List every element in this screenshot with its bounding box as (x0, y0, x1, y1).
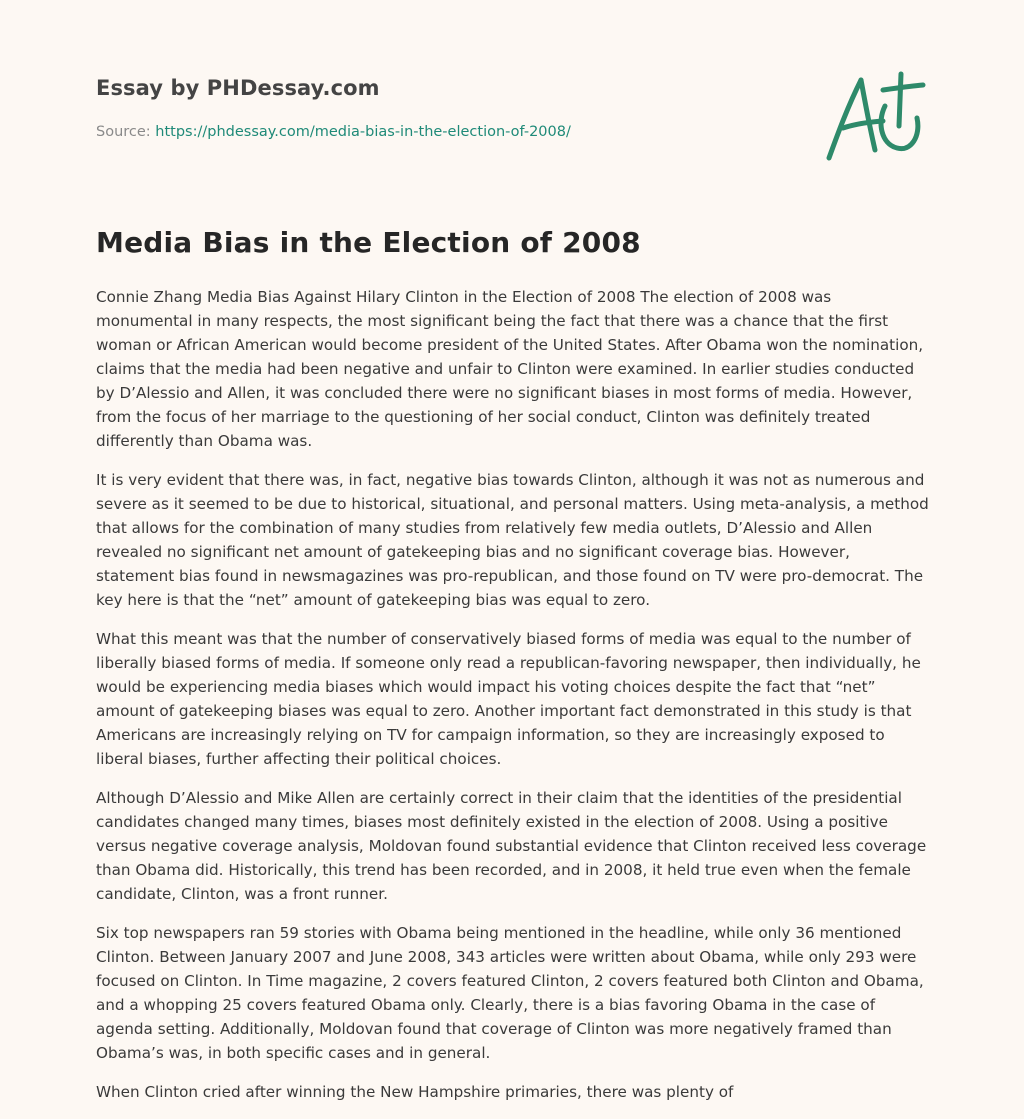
source-label: Source: (96, 124, 156, 140)
essay-title: Media Bias in the Election of 2008 (96, 226, 641, 259)
a-plus-logo-icon (821, 66, 931, 166)
essay-paragraph: It is very evident that there was, in fact, negative bias towards Clinton, although it was not as numerous and severe as it seemed to be due to historical, situational, and personal matters. Using meta-analysis, a method that allows for the combination of many studies from relatively few media outlets, D’Alessio and Allen revealed no significant net amount of gatekeeping bias and no significant coverage bias. However, statement bias found in newsmagazines was pro-republican, and those found on TV were pro-democrat. The key here is that the “net” amount of gatekeeping bias was equal to zero. (96, 471, 929, 609)
essay-body (96, 285, 932, 1119)
essay-paragraph: Six top newspapers ran 59 stories with Obama being mentioned in the headline, while only 36 mentioned Clinton. Between January 2007 and June 2008, 343 articles were written about Obama, while only 293 were focused on Clinton. In Time magazine, 2 covers featured Clinton, 2 covers featured both Clinton and Obama, and a whopping 25 covers featured Obama only. Clearly, there is a bias favoring Obama in the case of agenda setting. Additionally, Moldovan found that coverage of Clinton was more negatively framed than Obama’s was, in both specific cases and in general. (96, 924, 924, 1062)
essay-paragraph: When Clinton cried after winning the New Hampshire primaries, there was plenty of (96, 1083, 734, 1101)
essay-paragraph: Although D’Alessio and Mike Allen are certainly correct in their claim that the identities of the presidential candidates changed many times, biases most definitely existed in the election of 2008. Using a positive versus negative coverage analysis, Moldovan found substantial evidence that Clinton received less coverage than Obama did. Historically, this trend has been recorded, and in 2008, it held true even when the female candidate, Clinton, was a front runner. (96, 789, 927, 903)
essay-paragraph: What this meant was that the number of conservatively biased forms of media was equal to the number of liberally biased forms of media. If someone only read a republican-favoring newspaper, then individually, he would be experiencing media biases which would impact his voting choices despite the fact that “net” amount of gatekeeping biases was equal to zero. Another important fact demonstrated in this study is that Americans are increasingly relying on TV for campaign information, so they are increasingly exposed to liberal biases, further affecting their political choices. (96, 630, 921, 768)
source-link[interactable]: https://phdessay.com/media-bias-in-the-election-of-2008/ (155, 124, 571, 140)
source-line (96, 124, 571, 140)
essay-page (96, 0, 929, 1101)
site-title: Essay by PHDessay.com (96, 76, 380, 100)
page-header (96, 0, 928, 200)
essay-paragraph: Connie Zhang Media Bias Against Hilary Clinton in the Election of 2008 The election of 2008 was monumental in many respects, the most significant being the fact that there was a chance that the first woman or African American would become president of the United States. After Obama won the nomination, claims that the media had been negative and unfair to Clinton were examined. In earlier studies conducted by D’Alessio and Allen, it was concluded there were no significant biases in most forms of media. However, from the focus of her marriage to the questioning of her social conduct, Clinton was definitely treated differently than Obama was. (96, 288, 924, 450)
